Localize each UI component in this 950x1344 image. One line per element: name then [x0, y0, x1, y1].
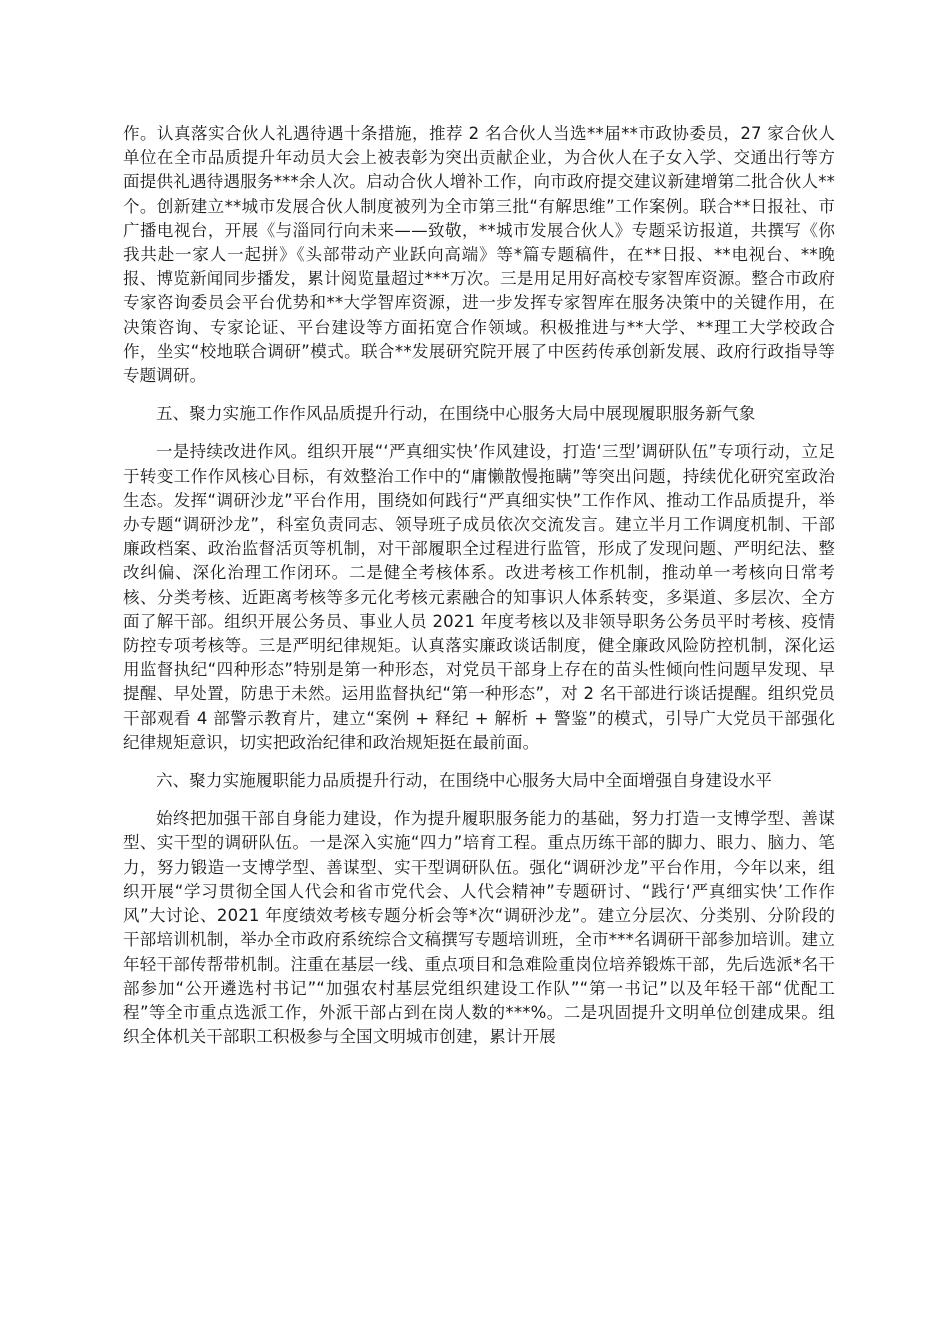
paragraph-spacer	[123, 426, 835, 440]
body-paragraph-2: 一是持续改进作风。组织开展“‘严真细实快’作风建设，打造‘三型’调研队伍”专项行动，立足于转变工作作风核心目标，有效整治工作中的“庸懒散慢拖瞒”等突出问题，持续优化研究室政治生态。发挥“调研沙龙”平台作用，围绕如何践行“严真细实快”工作作风、推动工作品质提升，举办专题“调研沙龙”，科室负责同志、领导班子成员依次交流发言。建立半月工作调度机制、干部廉政档案、政治监督活页等机制，对干部履职全过程进行监管，形成了发现问题、严明纪法、整改纠偏、深化治理工作闭环。二是健全考核体系。改进考核工作机制，推动单一考核向日常考核、分类考核、近距离考核等多元化考核元素融合的知事识人体系转变，多渠道、多层次、全方面了解干部。组织开展公务员、事业人员 2021 年度考核以及非领导职务公务员平时考核、疫情防控专项考核等。三是严明纪律规矩。认真落实廉政谈话制度，健全廉政风险防控机制，深化运用监督执纪“四种形态”特别是第一种形态，对党员干部身上存在的苗头性倾向性问题早发现、早提醒、早处置，防患于未然。运用监督执纪“第一种形态”，对 2 名干部进行谈话提醒。组织党员干部观看 4 部警示教育片，建立“案例 + 释纪 + 解析 + 警鉴”的模式，引导广大党员干部强化纪律规矩意识，切实把政治纪律和政治规矩挺在最前面。	[123, 442, 835, 752]
body-paragraph-1: 作。认真落实合伙人礼遇待遇十条措施，推荐 2 名合伙人当选**届**市政协委员，27 家合伙人单位在全市品质提升年动员大会上被表彰为突出贡献企业，为合伙人在子女入学、交通出行等方面提供礼遇待遇服务***余人次。启动合伙人增补工作，向市政府提交建议新建增第二批合伙人**个。创新建立**城市发展合伙人制度被列为全市第三批“有解思维”工作案例。联合**日报社、市广播电视台，开展《与淄同行向未来——致敬，**城市发展合伙人》专题采访报道，共撰写《你我共赴一家人一起拼》《头部带动产业跃向高端》等*篇专题稿件，在**日报、**电视台、**晚报、博览新闻同步播发，累计阅览量超过***万次。三是用足用好高校专家智库资源。整合市政府专家咨询委员会平台优势和**大学智库资源，进一步发挥专家智库在服务决策中的关键作用，在决策咨询、专家论证、平台建设等方面拓宽合作领域。积极推进与**大学、**理工大学校政合作，坐实“校地联合调研”模式。联合**发展研究院开展了中医药传承创新发展、政府行政指导等专题调研。	[123, 124, 835, 386]
body-paragraph-3: 始终把加强干部自身能力建设，作为提升履职服务能力的基础，努力打造一支博学型、善谋型、实干型的调研队伍。一是深入实施“四力”培育工程。重点历练干部的脚力、眼力、脑力、笔力，努力锻造一支博学型、善谋型、实干型调研队伍。强化“调研沙龙”平台作用，今年以来，组织开展“学习贯彻全国人代会和省市党代会、人代会精神”专题研讨、“践行‘严真细实快’工作作风”大讨论、2021 年度绩效考核专题分析会等*次“调研沙龙”。建立分层次、分类别、分阶段的干部培训机制，举办全市政府系统综合文稿撰写专题培训班，全市***名调研干部参加培训。建立年轻干部传帮带机制。注重在基层一线、重点项目和急难险重岗位培养锻炼干部，先后选派*名干部参加“公开遴选村书记”“加强农村基层党组织建设工作队”“第一书记”以及年轻干部“优配工程”等全市重点选派工作，外派干部占到在岗人数的***%。二是巩固提升文明单位创建成果。组织全体机关干部职工积极参与全国文明城市创建，累计开展	[123, 809, 835, 1047]
section-heading-5: 五、聚力实施工作作风品质提升行动，在围绕中心服务大局中展现履职服务新气象	[156, 404, 756, 424]
document-body	[123, 122, 835, 1049]
section-heading-6: 六、聚力实施履职能力品质提升行动，在围绕中心服务大局中全面增强自身建设水平	[156, 771, 773, 791]
paragraph-spacer	[123, 755, 835, 769]
paragraph-spacer	[123, 388, 835, 402]
paragraph-spacer	[123, 793, 835, 807]
